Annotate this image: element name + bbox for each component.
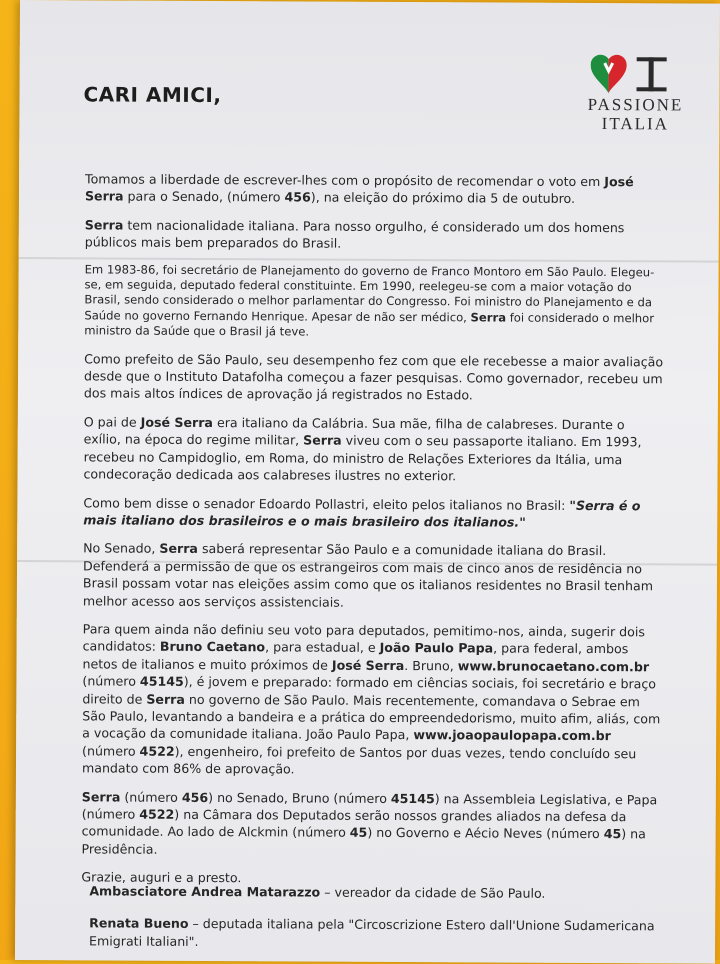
passione-italia-logo	[575, 51, 695, 134]
paragraph-senate: No Senado, Serra saberá representar São Paulo e a comunidade italiana do Brasil. Defenderá a permissão de que os estrangeiros com mais de cinco anos de residência no Brasil possam votar nas eleições assim como que os italianos residentes no Brasil tenham melhor acesso aos serviços assistenciais.	[82, 540, 654, 610]
logo-text-line1: PASSIONE	[587, 94, 684, 115]
signature-bueno: Renata Bueno – deputada italiana pela "Circoscrizione Estero dall'Unione Sudamericana Emigrati Italiani".	[89, 915, 655, 949]
letter-body	[81, 170, 665, 900]
paragraph-mayor: Como prefeito de São Paulo, seu desempenho fez com que ele recebesse a maior avaliação desde que o Instituto Datafolha começou a fazer pesquisas. Como governador, recebeu um dos mais altos índices de aprovação já registrados no Estado.	[83, 350, 664, 403]
heart-flag-icon	[591, 51, 681, 95]
logo-text-line2: ITALIA	[601, 114, 670, 134]
letter-sheet	[15, 0, 720, 964]
greeting-heading: CARI AMICI,	[83, 82, 222, 108]
closing-line: Grazie, auguri e a presto.	[81, 869, 242, 886]
signature-matarazzo: Ambasciatore Andrea Matarazzo – vereador da cidade de São Paulo.	[89, 883, 546, 901]
paragraph-intro: Tomamos a liberdade de escrever-lhes com o propósito de recomendar o voto em José Serra para o Senado, (número 456), na eleição do próximo dia 5 de outubro.	[84, 171, 634, 207]
paragraph-candidates: Para quem ainda não definiu seu voto para deputados, pemitimo-nos, ainda, sugerir dois candidatos: Bruno Caetano, para estadual, e João Paulo Papa, para federal, ambos netos de italianos e muito próximos de José Serra. Bruno, www.brunocaetano.com.br (número 45145), é jovem e preparado: formado em ciências sociais, foi secretário e braço direito de Serra no governo de São Paulo. Mais recentemente, comandava o Sebrae em São Paulo, levantando a bandeira e a prática do empreendedorismo, muito afim, aliás, com a vocação da comunidade italiana. João Paulo Papa, www.joaopaulopapa.com.br (número 4522), engenheiro, foi prefeito de Santos por duas vezes, tendo concluído seu mandato com 86% de aprovação.	[81, 621, 661, 777]
paragraph-nationality: Serra tem nacionalidade italiana. Para nosso orgulho, é considerado um dos homens públicos mais bem preparados do Brasil.	[84, 217, 625, 251]
paragraph-family: O pai de José Serra era italiano da Calábria. Sua mãe, filha de calabreses. Durante o exílio, na época do regime militar, Serra viveu com o seu passaporte italiano. Em 1993, recebeu no Campidoglio, em Roma, do ministro de Relações Exteriores da Itália, uma condecoração dedicada aos calabreses ilustres no exterior.	[83, 414, 642, 484]
paragraph-allies: Serra (número 456) no Senado, Bruno (número 45145) na Assembleia Legislativa, e Papa (número 4522) na Câmara dos Deputados serão nossos grandes aliados na defesa da comunidade. Ao lado de Alckmin (número 45) no Governo e Aécio Neves (número 45) na Presidência.	[81, 788, 658, 857]
papa-website-link: www.joaopaulopapa.com.br	[413, 727, 611, 744]
paragraph-career: Em 1983-86, foi secretário de Planejamento do governo de Franco Montoro em São Paulo. Elegeu-se, em seguida, deputado federal constituinte. Em 1990, reelegeu-se com a maior votação do Brasil, sendo considerado o melhor parlamentar do Congresso. Foi ministro do Planejamento e da Saúde no governo Fernando Henrique. Apesar de não ser médico, Serra foi considerado o melhor ministro da Saúde que o Brasil já teve.	[84, 261, 655, 339]
paragraph-quote: Como bem disse o senador Edoardo Pollastri, eleito pelos italianos no Brasil: "Serra é o mais italiano dos brasileiros e o mais brasileiro dos italianos."	[83, 494, 641, 530]
bruno-website-link: www.brunocaetano.com.br	[457, 658, 650, 675]
